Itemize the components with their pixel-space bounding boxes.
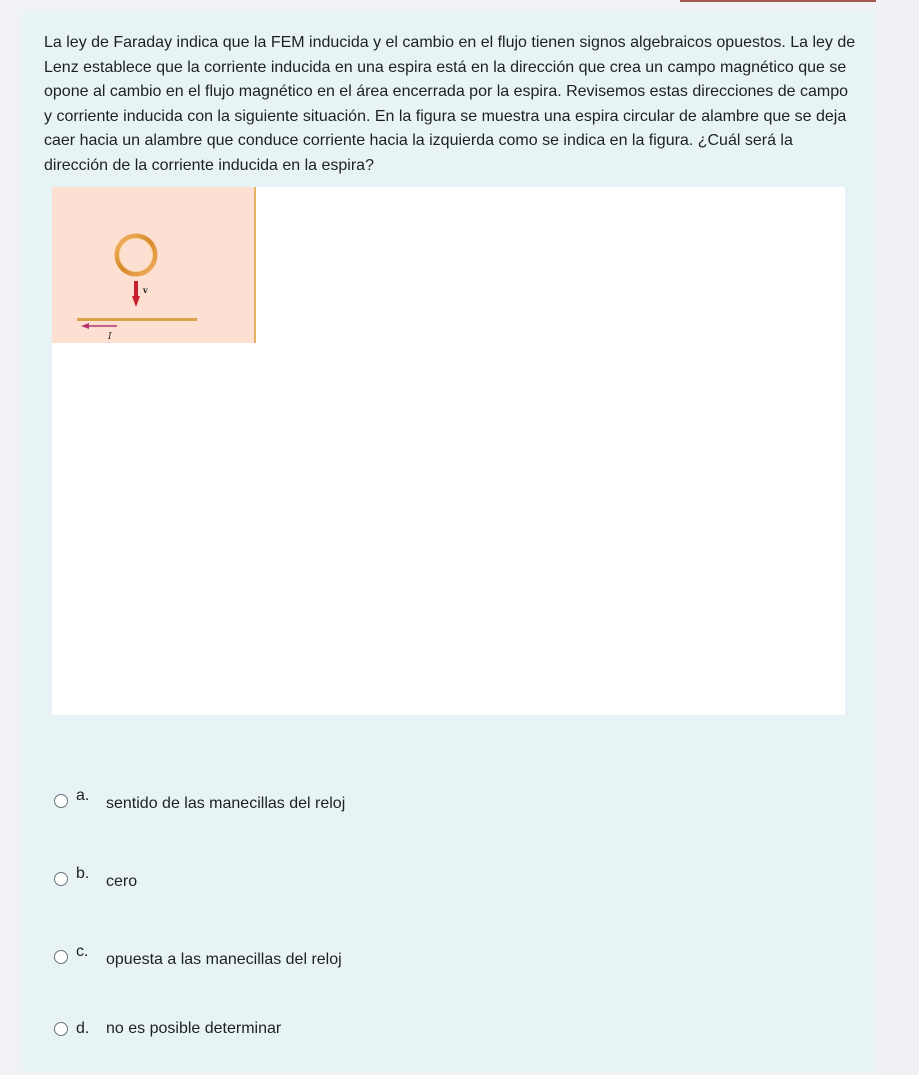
radio-d[interactable] [54, 1022, 68, 1036]
answer-option-d[interactable] [52, 1019, 752, 1051]
question-text: La ley de Faraday indica que la FEM inducida y el cambio en el flujo tienen signos algebraicos opuestos. La ley de Lenz establece que la corriente inducida en una espira está en la dirección que crea un campo magnético que se opone al cambio en el flujo magnético en el área encerrada por la espira. Revisemos estas direcciones de campo y corriente inducida con la siguiente situación. En la figura se muestra una espira circular de alambre que se deja caer hacia un alambre que conduce corriente hacia la izquierda como se indica en la figura. ¿Cuál será la dirección de la corriente inducida en la espira? [44, 34, 856, 174]
velocity-arrow-head [132, 296, 140, 307]
answer-label-c[interactable]: opuesta a las manecillas del reloj [106, 951, 342, 968]
radio-a[interactable] [54, 794, 68, 808]
answer-letter-a: a. [76, 787, 90, 804]
figure-area [52, 187, 845, 715]
wire-loop-icon [117, 236, 155, 274]
answer-label-a[interactable]: sentido de las manecillas del reloj [106, 795, 346, 812]
current-label: I [108, 332, 112, 342]
answer-label-b[interactable]: cero [106, 873, 138, 890]
top-accent-line [680, 0, 876, 2]
velocity-label: v [143, 285, 148, 295]
question-card [22, 10, 876, 1072]
answer-option-b[interactable] [52, 864, 752, 896]
answer-option-c[interactable] [52, 942, 752, 974]
radio-c[interactable] [54, 950, 68, 964]
radio-b[interactable] [54, 872, 68, 886]
velocity-arrow-shaft [134, 281, 138, 297]
straight-wire [77, 318, 197, 321]
wire-loop-highlight [120, 239, 153, 272]
figure-panel [52, 187, 256, 343]
answer-letter-d: d. [76, 1020, 90, 1037]
answer-letter-c: c. [76, 943, 89, 960]
answer-option-a[interactable] [52, 786, 752, 818]
current-arrow-head [81, 323, 89, 329]
answer-label-d[interactable]: no es posible determinar [106, 1020, 282, 1037]
right-margin [876, 0, 919, 1075]
answer-letter-b: b. [76, 865, 90, 882]
faraday-figure [52, 187, 254, 343]
